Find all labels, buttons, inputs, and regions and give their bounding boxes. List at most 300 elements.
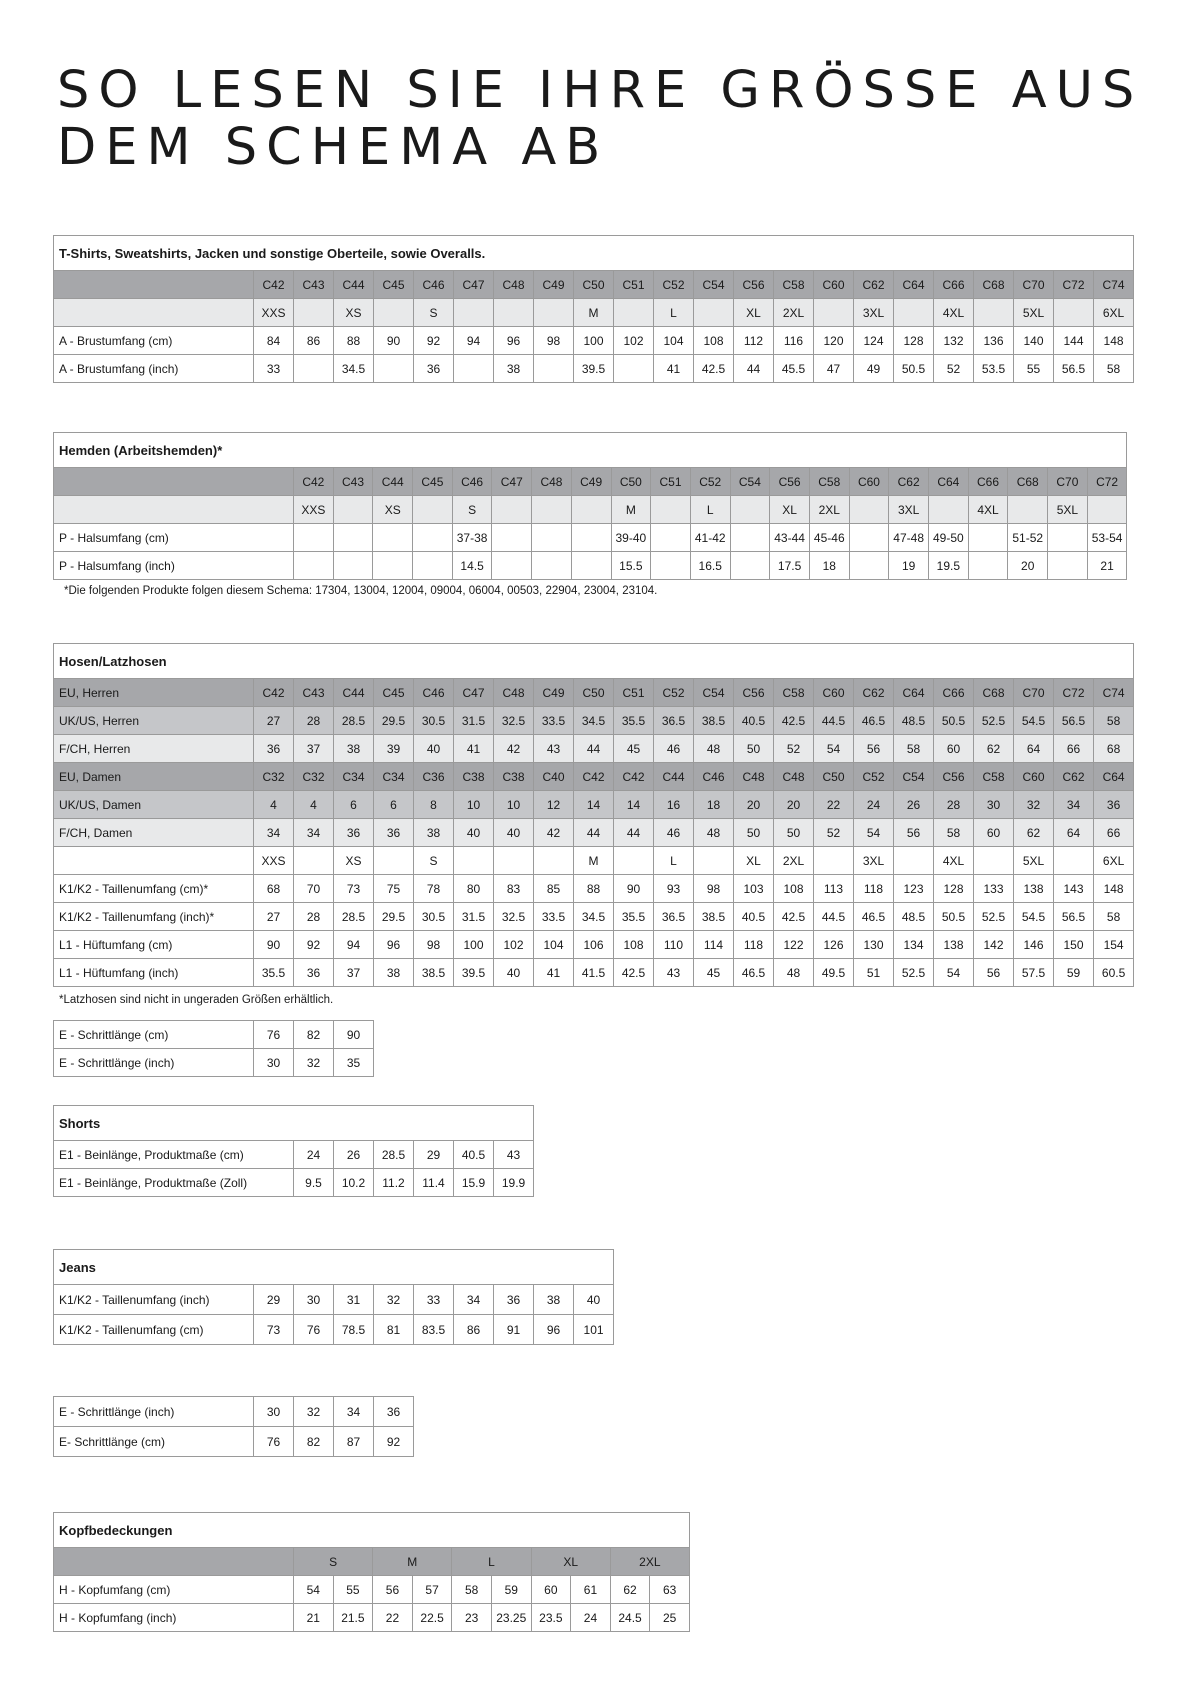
table-cell: 26	[894, 791, 934, 819]
table-cell: 43	[654, 959, 694, 987]
table-cell: C64	[894, 271, 934, 299]
table-cell: 85	[534, 875, 574, 903]
table-cell: 11.2	[374, 1169, 414, 1197]
table-cell: 36	[294, 959, 334, 987]
table-cell: 56	[373, 1576, 413, 1604]
table-cell: C48	[532, 468, 572, 496]
table-cell	[1087, 496, 1127, 524]
table-cell: C42	[574, 763, 614, 791]
table-cell: 36	[1094, 791, 1134, 819]
table-cell: 16.5	[690, 552, 730, 580]
table-cell: 17.5	[770, 552, 810, 580]
table-cell: 35.5	[254, 959, 294, 987]
table-cell: 92	[414, 327, 454, 355]
table-cell: 27	[254, 903, 294, 931]
table-cell: 114	[694, 931, 734, 959]
table-cell: 46.5	[854, 903, 894, 931]
table-cell	[532, 496, 572, 524]
table-cell: 47-48	[889, 524, 929, 552]
table-cell: 48.5	[894, 707, 934, 735]
table-cell: C46	[414, 271, 454, 299]
table-cell: C52	[654, 679, 694, 707]
table-cell: S	[414, 299, 454, 327]
table-cell: 47	[814, 355, 854, 383]
table-cell: 2XL	[809, 496, 849, 524]
table-cell: 118	[854, 875, 894, 903]
table-cell	[333, 524, 373, 552]
table-cell: 91	[494, 1315, 534, 1345]
table-cell: 34	[254, 819, 294, 847]
table-cell: 142	[974, 931, 1014, 959]
table-cell: 30.5	[414, 903, 454, 931]
table-cell: 86	[294, 327, 334, 355]
table-cell: 38	[414, 819, 454, 847]
table-cell: 96	[374, 931, 414, 959]
page-title	[57, 62, 1143, 176]
table-cell: S	[414, 847, 454, 875]
table-cell: 33	[414, 1285, 454, 1315]
table-cell: 128	[894, 327, 934, 355]
table-cell	[1054, 299, 1094, 327]
table-cell: 41	[454, 735, 494, 763]
table-cell	[814, 299, 854, 327]
table-cell: 140	[1014, 327, 1054, 355]
table-cell	[968, 552, 1008, 580]
table-cell: C66	[968, 468, 1008, 496]
table-cell: 3XL	[854, 299, 894, 327]
table-cell: C52	[854, 763, 894, 791]
row-label: K1/K2 - Taillenumfang (inch)	[54, 1285, 254, 1315]
table-cell: C70	[1014, 271, 1054, 299]
table-cell: C62	[854, 271, 894, 299]
table-row	[54, 468, 1127, 496]
table-cell: C32	[294, 763, 334, 791]
table-cell: 35.5	[614, 707, 654, 735]
table-cell	[730, 552, 770, 580]
table-cell: C49	[534, 271, 574, 299]
table-cell: 9.5	[294, 1169, 334, 1197]
table-cell: 36	[254, 735, 294, 763]
table-cell: L	[654, 299, 694, 327]
table-cell: C54	[894, 763, 934, 791]
table-cell: 62	[974, 735, 1014, 763]
table-jeans	[53, 1249, 614, 1345]
table-cell: 46.5	[854, 707, 894, 735]
table-cell: 14	[614, 791, 654, 819]
table-cell: 150	[1054, 931, 1094, 959]
row-label: K1/K2 - Taillenumfang (inch)*	[54, 903, 254, 931]
table-cell: 82	[294, 1021, 334, 1049]
table-row	[54, 327, 1134, 355]
table-cell: 21	[1087, 552, 1127, 580]
table-cell: 143	[1054, 875, 1094, 903]
table-cell: C58	[974, 763, 1014, 791]
table-cell: C54	[694, 271, 734, 299]
table-cell: 90	[334, 1021, 374, 1049]
table-cell: 14	[574, 791, 614, 819]
table-cell: 30	[254, 1397, 294, 1427]
table-cell: 29.5	[374, 903, 414, 931]
table-cell: 50.5	[934, 903, 974, 931]
table-cell: 21	[294, 1604, 334, 1632]
table-cell: C62	[889, 468, 929, 496]
table-cell: 39	[374, 735, 414, 763]
table-cell: 102	[614, 327, 654, 355]
table-cell: C49	[534, 679, 574, 707]
table-cell: 102	[494, 931, 534, 959]
table-cell: 53.5	[974, 355, 1014, 383]
table-cell: 96	[494, 327, 534, 355]
table-cell: C38	[494, 763, 534, 791]
table-cell: 42.5	[774, 903, 814, 931]
table-cell: 28	[294, 707, 334, 735]
table-cell: 56.5	[1054, 903, 1094, 931]
table-cell: L	[654, 847, 694, 875]
table-cell: 29	[254, 1285, 294, 1315]
row-label: E - Schrittlänge (inch)	[54, 1397, 254, 1427]
table-cell: C60	[1014, 763, 1054, 791]
table-cell: 88	[334, 327, 374, 355]
table-cell: 58	[894, 735, 934, 763]
row-label: E - Schrittlänge (cm)	[54, 1021, 254, 1049]
hosen-footnote: *Latzhosen sind nicht in ungeraden Größen erhältlich.	[59, 994, 334, 1006]
table-cell: 27	[254, 707, 294, 735]
table-cell	[374, 847, 414, 875]
table-cell: 128	[934, 875, 974, 903]
table-cell: 45-46	[809, 524, 849, 552]
table-caption: Shorts	[54, 1106, 534, 1141]
table-cell	[651, 552, 691, 580]
hemden-footnote: *Die folgenden Produkte folgen diesem Schema: 17304, 13004, 12004, 09004, 06004, 00503, 22904, 23004, 23104.	[64, 585, 658, 597]
table-cell: 90	[614, 875, 654, 903]
row-label: H - Kopfumfang (inch)	[54, 1604, 294, 1632]
table-cell: 54	[814, 735, 854, 763]
table-cell: 112	[734, 327, 774, 355]
table-cell: 26	[334, 1141, 374, 1169]
table-cell: 45.5	[774, 355, 814, 383]
table-cell: 2XL	[774, 847, 814, 875]
table-row	[54, 763, 1134, 791]
table-caption: Jeans	[54, 1250, 614, 1285]
table-cell: 34	[294, 819, 334, 847]
table-cell: 54.5	[1014, 707, 1054, 735]
table-cell: C64	[894, 679, 934, 707]
row-label: K1/K2 - Taillenumfang (cm)	[54, 1315, 254, 1345]
table-cell: 100	[454, 931, 494, 959]
table-cell: 29	[414, 1141, 454, 1169]
table-cell: 12	[534, 791, 574, 819]
table-cell: XL	[770, 496, 810, 524]
table-cell: 4	[254, 791, 294, 819]
table-cell	[894, 299, 934, 327]
table-cell: 52.5	[974, 707, 1014, 735]
table-cell: 33	[254, 355, 294, 383]
row-label: UK/US, Damen	[54, 791, 254, 819]
table-cell: 36	[414, 355, 454, 383]
table-caption-row	[54, 236, 1134, 271]
table-cell: 148	[1094, 327, 1134, 355]
table-cell: C50	[574, 271, 614, 299]
table-cell: C56	[934, 763, 974, 791]
table-cell: 23.5	[531, 1604, 571, 1632]
table-cell: 44	[574, 735, 614, 763]
table-cell: 46	[654, 735, 694, 763]
table-cell	[294, 552, 334, 580]
table-cell: 31.5	[454, 903, 494, 931]
table-cell: C58	[809, 468, 849, 496]
table-cell	[694, 847, 734, 875]
table-cell: C43	[333, 468, 373, 496]
table-cell: 42	[534, 819, 574, 847]
table-cell	[929, 496, 969, 524]
table-cell: M	[574, 847, 614, 875]
table-cell: C54	[730, 468, 770, 496]
table-caption-row	[54, 1250, 614, 1285]
table-cell: 44.5	[814, 707, 854, 735]
table-cell: C50	[814, 763, 854, 791]
table-row	[54, 1169, 534, 1197]
row-label: E - Schrittlänge (inch)	[54, 1049, 254, 1077]
table-cell: 24	[294, 1141, 334, 1169]
table-cell	[614, 299, 654, 327]
table-cell: 84	[254, 327, 294, 355]
table-cell: 92	[294, 931, 334, 959]
table-cell	[571, 496, 611, 524]
table-schrittlaenge-hosen	[53, 1020, 374, 1077]
table-cell: 56	[894, 819, 934, 847]
table-row	[54, 1021, 374, 1049]
row-label	[54, 271, 254, 299]
table-cell	[651, 496, 691, 524]
size-header-cell: XL	[531, 1548, 610, 1576]
table-cell: 14.5	[452, 552, 492, 580]
table-cell: C64	[929, 468, 969, 496]
table-cell: 51-52	[1008, 524, 1048, 552]
table-cell: C58	[774, 271, 814, 299]
table-cell: 10	[454, 791, 494, 819]
table-row	[54, 1141, 534, 1169]
table-cell: 40	[414, 735, 454, 763]
table-cell: C52	[654, 271, 694, 299]
table-cell: C74	[1094, 271, 1134, 299]
table-cell: C48	[494, 679, 534, 707]
table-cell: 10	[494, 791, 534, 819]
table-cell: C46	[694, 763, 734, 791]
table-row	[54, 1049, 374, 1077]
table-cell: 35.5	[614, 903, 654, 931]
table-row	[54, 903, 1134, 931]
table-cell: 10.2	[334, 1169, 374, 1197]
table-cell: 39-40	[611, 524, 651, 552]
table-cell: 57	[412, 1576, 452, 1604]
table-cell: 43-44	[770, 524, 810, 552]
table-cell: 66	[1094, 819, 1134, 847]
table-cell	[968, 524, 1008, 552]
table-caption: Hosen/Latzhosen	[54, 644, 1134, 679]
table-cell: 58	[1094, 355, 1134, 383]
table-cell: 46	[654, 819, 694, 847]
table-cell: 30.5	[414, 707, 454, 735]
table-cell: 44.5	[814, 903, 854, 931]
table-cell: C68	[974, 271, 1014, 299]
table-cell: 148	[1094, 875, 1134, 903]
table-hemden	[53, 432, 1127, 580]
table-row	[54, 1397, 414, 1427]
row-label: H - Kopfumfang (cm)	[54, 1576, 294, 1604]
row-label	[54, 1548, 294, 1576]
row-label	[54, 847, 254, 875]
table-cell: 104	[654, 327, 694, 355]
table-cell: C48	[774, 763, 814, 791]
table-cell: 50	[734, 735, 774, 763]
table-cell: C66	[934, 679, 974, 707]
table-cell: 42.5	[774, 707, 814, 735]
table-cell: 98	[694, 875, 734, 903]
table-cell: 11.4	[414, 1169, 454, 1197]
table-cell: 40.5	[454, 1141, 494, 1169]
table-cell: 126	[814, 931, 854, 959]
table-cell: 122	[774, 931, 814, 959]
table-cell: 101	[574, 1315, 614, 1345]
table-cell: 103	[734, 875, 774, 903]
table-cell: 60.5	[1094, 959, 1134, 987]
table-cell: 62	[610, 1576, 650, 1604]
table-cell: 38.5	[694, 903, 734, 931]
table-row	[54, 791, 1134, 819]
table-cell: 123	[894, 875, 934, 903]
page-title-line-1: SO LESEN SIE IHRE GRÖSSE AUS	[57, 61, 1144, 120]
row-label: A - Brustumfang (inch)	[54, 355, 254, 383]
table-row	[54, 1285, 614, 1315]
table-cell: C49	[571, 468, 611, 496]
table-cell	[374, 355, 414, 383]
table-cell	[651, 524, 691, 552]
row-label: P - Halsumfang (cm)	[54, 524, 294, 552]
table-cell: C50	[611, 468, 651, 496]
table-cell: 154	[1094, 931, 1134, 959]
table-row	[54, 735, 1134, 763]
table-cell: C51	[614, 679, 654, 707]
table-cell: 48	[694, 735, 734, 763]
table-cell	[333, 552, 373, 580]
table-cell: 73	[334, 875, 374, 903]
table-cell: 82	[294, 1427, 334, 1457]
table-cell: 124	[854, 327, 894, 355]
table-cell: 36	[494, 1285, 534, 1315]
table-cell: 64	[1054, 819, 1094, 847]
table-cell: XXS	[254, 299, 294, 327]
table-row	[54, 299, 1134, 327]
table-row	[54, 1315, 614, 1345]
table-cell: M	[574, 299, 614, 327]
table-cell: 52.5	[974, 903, 1014, 931]
table-cell: 6XL	[1094, 299, 1134, 327]
table-cell: 96	[534, 1315, 574, 1345]
table-row	[54, 931, 1134, 959]
table-row	[54, 959, 1134, 987]
table-cell: 5XL	[1014, 847, 1054, 875]
table-cell: C56	[734, 271, 774, 299]
table-cell: 108	[694, 327, 734, 355]
table-cell: 34.5	[574, 903, 614, 931]
table-cell: C48	[734, 763, 774, 791]
row-label: F/CH, Herren	[54, 735, 254, 763]
table-cell: 138	[1014, 875, 1054, 903]
table-cell: 33.5	[534, 903, 574, 931]
size-header-cell: S	[294, 1548, 373, 1576]
table-cell: 42	[494, 735, 534, 763]
table-cell: 36.5	[654, 707, 694, 735]
table-cell: L	[690, 496, 730, 524]
table-cell: 28	[934, 791, 974, 819]
table-cell: 132	[934, 327, 974, 355]
table-cell: 40	[454, 819, 494, 847]
table-cell: 54.5	[1014, 903, 1054, 931]
table-cell	[294, 355, 334, 383]
table-cell: XL	[734, 299, 774, 327]
table-cell: C51	[651, 468, 691, 496]
row-label: P - Halsumfang (inch)	[54, 552, 294, 580]
table-cell: C47	[492, 468, 532, 496]
table-cell: C44	[334, 679, 374, 707]
table-cell: 5XL	[1014, 299, 1054, 327]
table-cell: 42.5	[614, 959, 654, 987]
table-cell: 50	[734, 819, 774, 847]
table-cell: C43	[294, 679, 334, 707]
table-cell	[1054, 847, 1094, 875]
table-cell: C42	[614, 763, 654, 791]
table-caption-row	[54, 1513, 690, 1548]
table-cell: C54	[694, 679, 734, 707]
table-cell: C68	[1008, 468, 1048, 496]
table-cell: 63	[650, 1576, 690, 1604]
row-label: L1 - Hüftumfang (inch)	[54, 959, 254, 987]
table-cell: 28.5	[334, 903, 374, 931]
table-cell: 6XL	[1094, 847, 1134, 875]
table-caption-row	[54, 644, 1134, 679]
table-cell	[454, 299, 494, 327]
row-label: L1 - Hüftumfang (cm)	[54, 931, 254, 959]
table-cell: 54	[934, 959, 974, 987]
table-cell: 24	[854, 791, 894, 819]
table-cell: 110	[654, 931, 694, 959]
table-cell: 56.5	[1054, 355, 1094, 383]
table-cell: 39.5	[454, 959, 494, 987]
size-header-cell: 2XL	[610, 1548, 689, 1576]
table-cell	[333, 496, 373, 524]
table-cell: 76	[254, 1427, 294, 1457]
table-cell: 106	[574, 931, 614, 959]
table-cell: 24	[571, 1604, 611, 1632]
table-cell: 94	[334, 931, 374, 959]
table-cell: 58	[1094, 903, 1134, 931]
table-cell: 28	[294, 903, 334, 931]
table-cell	[614, 847, 654, 875]
table-cell: 75	[374, 875, 414, 903]
table-cell	[1048, 552, 1088, 580]
row-label: A - Brustumfang (cm)	[54, 327, 254, 355]
table-cell: 31.5	[454, 707, 494, 735]
table-cell: C74	[1094, 679, 1134, 707]
table-cell: 30	[254, 1049, 294, 1077]
table-cell: 93	[654, 875, 694, 903]
table-cell: C50	[574, 679, 614, 707]
table-cell: 38.5	[414, 959, 454, 987]
table-row	[54, 707, 1134, 735]
table-cell: 83.5	[414, 1315, 454, 1345]
table-cell: 6	[334, 791, 374, 819]
table-cell	[454, 355, 494, 383]
